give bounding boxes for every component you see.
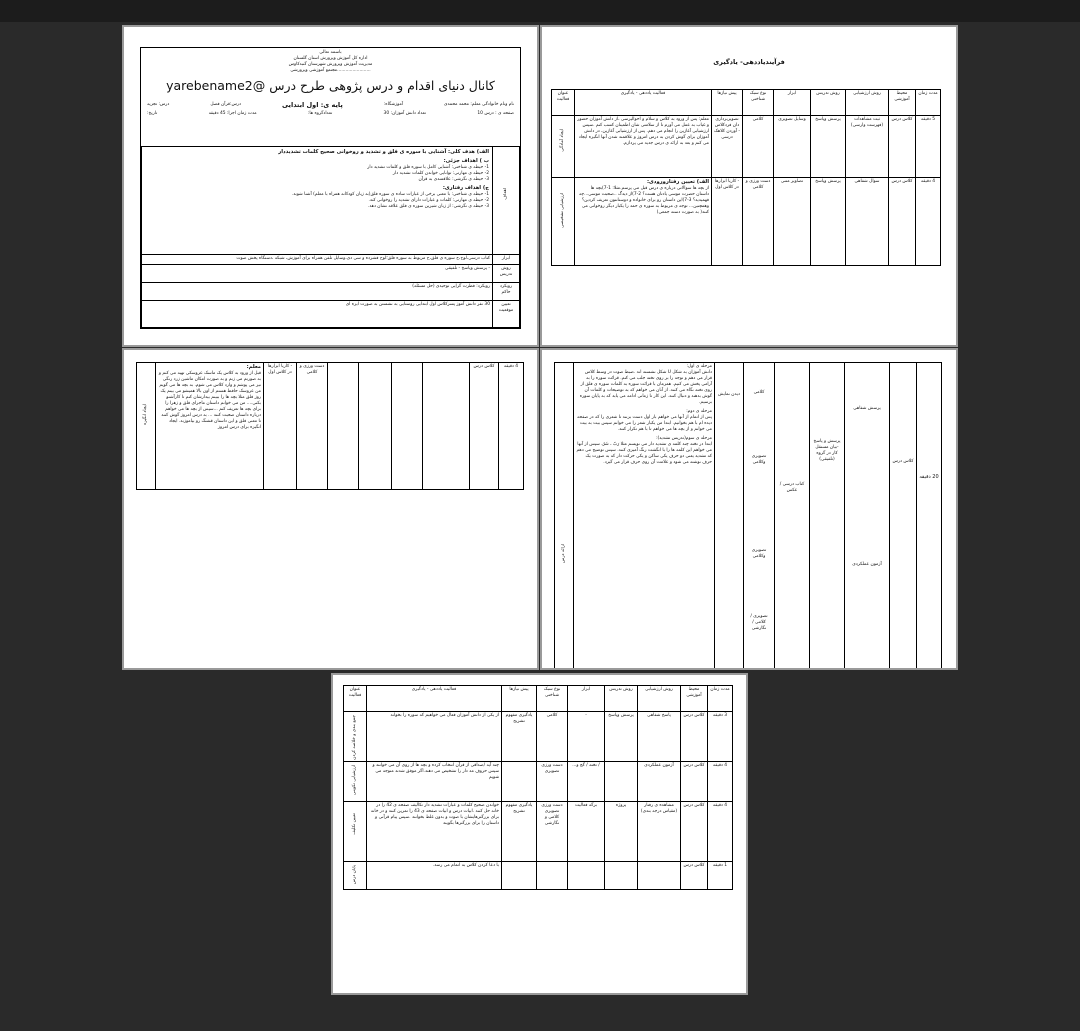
goal-behavior-title: ج) اهداف رفتاری: — [442, 185, 489, 191]
cell-time: 4 دقیقه — [916, 178, 941, 266]
cell-title: ایجاد انگیزه — [143, 404, 148, 425]
document-title: کانال دنیای اقدام و درس پژوهی طرح درس @yarebename2 — [166, 78, 495, 93]
cell-env: کلاس درس — [889, 178, 916, 266]
cell-tools: - — [568, 712, 605, 762]
status-label: تعیین موقعیت — [493, 301, 520, 328]
header-cell: ابزار — [774, 90, 811, 116]
cell-env: کلاس درس — [681, 761, 708, 801]
cell-eval: پرسش شفاهی — [853, 406, 881, 411]
viewer-top-bar — [0, 0, 1080, 22]
cell-title: پایان درس — [352, 864, 357, 884]
cell-time: 3 دقیقه — [708, 712, 733, 762]
cell-title: ایجاد آمادگی — [560, 129, 565, 152]
cell-style — [328, 363, 359, 490]
cell-activity: خواندن صحیح کلمات و عبارات تشدید دار تکالیف صفحه ی 42 را در خانه حل کنند .ابیات درس و ابیات صفحه ی 43 را تمرین کنند و در خانه برای بزرگترهایشان با صوت و بدون غلط بخوانند .سپس پیام قرآنی و داستان را برای بزرگترها بگویند — [367, 801, 502, 861]
document-page-3 — [122, 348, 539, 670]
cell-method: پرسش و پاسخ -بیان مستقل کار در گروه (تلفیقی) — [813, 439, 841, 462]
cell-tools: وسایل تصویری — [774, 116, 811, 178]
header-line: مدیریت آموزش وپرورش شهرستان گنبدکاوس — [288, 62, 373, 67]
cell-title: ارزشیابی تکوینی — [352, 764, 357, 795]
cell-title: جمع بندی و خلاصه کردن — [352, 715, 357, 760]
page-number: صفحه ی : درس 10 — [477, 111, 514, 116]
behavior-goal: 1- حیطه ی شناختی: با معنی برخی از عبارات ساده ی سوره فلق(به زبان کودکانه همراه با معلم) آشنا شوند. — [291, 192, 489, 197]
cell-tools: کتاب درسی / عکس — [779, 482, 805, 493]
header-line: مجتمع آموزشی وپرورشی........................ — [290, 68, 371, 73]
header-cell: محیط آموزشی — [681, 686, 708, 712]
cell-style: تصویری / کلامی / نگارشی — [750, 614, 768, 631]
header-cell: مدت زمان — [916, 90, 941, 116]
partial-goal: 3- حیطه ی نگرشی: علاقمندی به قرآن — [418, 177, 489, 182]
cell-prereq: یادگیری مفهوم تشریح — [502, 712, 537, 762]
teacher-name: نام ونام خانوادگی معلم: محمد محمدی — [444, 102, 514, 107]
cell-eval — [423, 363, 470, 490]
cell-method: پرسش وپاسخ — [605, 712, 638, 762]
grade: پایه ی: اول ابتدایی — [281, 101, 343, 109]
process-table-cont — [136, 362, 524, 490]
partial-goal: 1- حیطه ی شناختی: آشنایی کامل با سوره فلق و کلمات تشدید دار — [367, 165, 489, 170]
cell-style: کلامی — [537, 712, 568, 762]
cell-env: کلاس درس — [681, 801, 708, 861]
cell-style: دست ورزی تصویری — [537, 761, 568, 801]
header-cell: روش تدریس — [811, 90, 846, 116]
goal-partial-title: ب ) اهداف جزئی: — [443, 158, 489, 164]
header-cell: فعالیت یاددهی - یادگیری — [575, 90, 712, 116]
approach-text: رویکرد: فطرت گرایی توحیدی (حل مسئله) — [142, 283, 493, 301]
student-count: تعداد دانش آموزان: 30 — [383, 111, 427, 116]
header-cell: ابزار — [568, 686, 605, 712]
cell-prereq: - کاربا ابزارها در کلاس اول — [712, 178, 743, 266]
cell-method — [392, 363, 423, 490]
header-cell: عنوان فعالیت — [344, 686, 367, 712]
cell-style: کلامی — [743, 116, 774, 178]
cell-title: ارزشیابی تشخیصی — [560, 193, 565, 228]
cell-method: پرسش وپاسخ — [811, 178, 846, 266]
date: تاریخ: — [147, 111, 158, 116]
header-line: اداره کل آموزش وپرورش استان گلستان — [293, 56, 368, 61]
behavior-goal: 3- حیطه ی نگرشی: از زبان شیرین سوره ی فلق علاقه نشان دهد. — [367, 204, 489, 209]
cell-style: کلامی — [753, 390, 765, 395]
stage-title: مرحله ی دوم: — [686, 409, 712, 414]
cell-prereq: دیدن نمایش — [717, 392, 741, 397]
header-cell: روش ارزشیابی — [846, 90, 889, 116]
cell-style: دست ورزی و کلامی — [743, 178, 774, 266]
cell-eval: مشاهده ی رفتار (مقیاس درجه بندی) — [638, 801, 681, 861]
document-page-1 — [122, 25, 539, 347]
process-table-stages — [554, 362, 942, 670]
lesson: درس: تجزیه — [147, 102, 170, 107]
cell-env: کلاس درس — [892, 459, 914, 464]
cell-prereq — [502, 861, 537, 889]
cell-tools: / تخته / گچ و... — [568, 761, 605, 801]
document-page-2 — [540, 25, 958, 347]
cell-prereq: - کاربا ابزارها در کلاس اول — [264, 363, 297, 490]
teacher-label: معلم: — [246, 364, 261, 370]
cell-env: کلاس درس — [470, 363, 499, 490]
stage-text: ابتدا در تخته چند کلمه ی تشدید دار می نویسم مثلا رَبّ ، شَرّ، سپس از آنها می خواهم این کلمه ها را با انگشت رنگ آمیزی کنند. سپس توضیح می دهم که تشدید یعنی دو حرف یکی ساکن و یکی حرکت دار که به صورت یک حرف نوشته می شود و علامت آن روی حرف قرار می گیرد. — [576, 442, 712, 465]
stage-title: مرحله ی سوم(تدریس تشدید): — [656, 436, 712, 441]
cell-activity: از یکی از دانش آموزان فعال می خواهیم که سوره را بخواند — [367, 712, 502, 762]
cell-method: پروژه — [605, 801, 638, 861]
header-cell: نوع سبک شناختی — [537, 686, 568, 712]
status-text: 30 نفر دانش آموز پسرکلاس اول ابتدایی روستایی به نشستن به صورت ایزه ای — [142, 301, 493, 328]
cell-method: پرسش وپاسخ — [811, 116, 846, 178]
subject: درس:قرآن فصل — [210, 102, 241, 107]
cell-time: 20 دقیقه — [919, 474, 939, 480]
header-line: باسمه تعالی — [319, 50, 342, 55]
stage-title: مرحله ی اول: — [686, 364, 712, 369]
document-page-5 — [331, 673, 748, 995]
goal-main: الف) هدف کلی: آشنایی با سوره ی فلق و تشدید و روخوانی صحیح کلمات تشدیددار — [278, 149, 489, 155]
approach-label: رویکرد حاکم — [493, 283, 520, 301]
cell-activity: چند آیه /صداقی از قرآن انتخاب کرده و بچه ها از روی آن می خوانند و سپس حروف مد دار را تشخیص می دهند.اگر موفق شدند متوجه می شویم — [367, 761, 502, 801]
cell-time: 1 دقیقه — [708, 861, 733, 889]
cell-prereq — [502, 761, 537, 801]
header-cell: عنوان فعالیت — [552, 90, 575, 116]
cell-activity: با دعا کردن کلاس به اتمام می رسد. — [367, 861, 502, 889]
cell-env: کلاس درس — [889, 116, 916, 178]
cell-time: 4 دقیقه — [499, 363, 524, 490]
cell-method — [605, 861, 638, 889]
cell-activity: معلم: پس از ورود به کلاس و سلام و احوالپرسی ،از دانش آموزان حضور و غیاب به عمل می آورم تا از سلامتی شان اطمینان کسب کنم .سپس ارزشیابی آغازین را انجام می دهم. پس از ارزشیابی آغازین، در دانش آموزان برای گوش کردن به درس امروز و علاقمند شدن آنها انگیزه ایجاد می کنم و بعد به ارائه ی درس جدید می پردازم. — [575, 116, 712, 178]
stage-text: پس از اتمام از آنها می خواهم بار اول دست بزنند تا شعری را که در صفحه دیده ام با هم بخوانیم. ابتدا من یکبار شعر را می خوانم سپس بیت به بیت می خوانم و از بچه ها می خواهم تا با هم تکرار کنند. — [577, 415, 712, 432]
method-label: روش تدریس — [493, 265, 520, 283]
cell-style — [537, 861, 568, 889]
method-text: - پرسش وپاسخ - تلفیقی — [142, 265, 493, 283]
cell-eval: پاسخ شفاهی — [638, 712, 681, 762]
process-table — [551, 89, 941, 266]
duration: مدت زمان اجرا: 45 دقیقه — [208, 111, 257, 116]
cell-style: دست ورزی تصویری کلامی و نگارشی — [537, 801, 568, 861]
behavior-goal: 2- حیطه ی مهارتی: کلمات و عبارات دارای تشدید را روخوانی کند. — [368, 198, 489, 203]
cell-method — [605, 761, 638, 801]
cell-prereq: تصویربرداری دان فردکلاس - آوردن کلاهک درسی — [712, 116, 743, 178]
cell-eval: ثبت مشاهدات (فهرست وارسی) — [846, 116, 889, 178]
cell-prereq: یادگیری مفهوم تشریح — [502, 801, 537, 861]
cell-tools — [568, 861, 605, 889]
header-cell: فعالیت یاددهی - یادگیری — [367, 686, 502, 712]
header-cell: نوع سبک شناختی — [743, 90, 774, 116]
cell-env: کلاس درس — [681, 712, 708, 762]
document-page-4 — [540, 348, 958, 670]
cell-activity: از بچه ها سوالاتی درباره ی درس قبل می پرسم.مثلا: 1-7)بچه ها داستان حضرت موسی یادتان هست؟ 2-7)از دیدگ ..صحبت موسی...چه فهمیدید؟ 3-7)این داستان رو برای خانواده و دوستانتون تعریف کردین؟ وهمچنین... توجه ی مربوط به سوره ی حمد را یکبار دیگر روخوانی می کنند( به صورت دسته جمعی) — [579, 186, 709, 215]
plan-table — [141, 146, 520, 328]
header-cell: روش ارزشیابی — [638, 686, 681, 712]
final-table — [343, 685, 733, 890]
cell-eval: سوال شفاهی — [846, 178, 889, 266]
header-cell: روش تدریس — [605, 686, 638, 712]
cell-tools: برگه فعالیت — [568, 801, 605, 861]
tools-label: ابزار — [493, 255, 520, 265]
cell-eval — [638, 861, 681, 889]
cell-title: تعیین تکلیف — [352, 812, 357, 835]
tools-text: کتاب درسی،لوح،ح سوره ی فلق،ح مربوط به سوره فلق؛لوح فشرده و سی دی،وسایل تلفن همراه برای آموزش، شبکه ،دستگاه پخش صوت — [142, 255, 493, 265]
cell-title: ارائه درس — [561, 544, 566, 563]
stage-text: دانش آموزان به شکل U شکل نشسته اند .ضبط صوت در وسط کلاس قرار می دهم و توجه را بر روی تخته جلب می کنم. قرائت سوره را به آرامی پخش می کنیم. همزمان با قرائت سوره به کلمات سوره ی فلق از روی تخته نگاه می کنند. از آنان می خواهم که به توضیحات و کلمات آن گوش بدهند و دنبال کنند. این کار تا زمانی ادامه می یابد که به پایان سوره برسیم. — [579, 370, 712, 405]
cell-activity-title: الف) تعیین رفتارورودی: — [646, 179, 709, 185]
cell-style: تصویری وکلامی — [751, 548, 767, 559]
cell-time: 5 دقیقه — [916, 116, 941, 178]
header-cell: پیش نیازها — [502, 686, 537, 712]
group-count: تعدادگروه ها: — [307, 111, 333, 116]
partial-goal: 2- حیطه ی مهارتی: توانایی خواندن کلمات تشدید دار — [392, 171, 489, 176]
cell-time: 4 دقیقه — [708, 761, 733, 801]
cell-eval: آزمون عملکردی — [852, 562, 882, 567]
header-cell: محیط آموزشی — [889, 90, 916, 116]
cell-time: 4 دقیقه — [708, 801, 733, 861]
cell-style: تصویری وکلامی — [751, 454, 767, 465]
school: آموزشگاه: — [383, 102, 404, 107]
cell-tools — [359, 363, 392, 490]
header-cell: مدت زمان — [708, 686, 733, 712]
goals-label: اهداف — [503, 188, 508, 200]
cell-style-2: دست ورزی و کلامی — [297, 363, 328, 490]
cell-eval: آزمون عملکردی — [638, 761, 681, 801]
cell-env: کلاس درس — [681, 861, 708, 889]
cell-activity: قبل از ورود به کلاس یک ماسک عروسکی تهیه می کنم و به صورتم می زنم و به صورت امکان ماشین زرد رنگی نیز می پوشم و وارد کلاس می شوم. به بچه ها می گویم من عروسک حافظ هستم از اون بالا همیشو می بینم یک روز فلق مثلا بچه ها را ببینم بیدارشان کنم تا کارآشنو بکنی.... من می خوانم داستان ماجرای فلق و زهرا را برای بچه ها تعریف کنم ...سپس از بچه ها می خواهم درباره داستان صحبت کنند ... به درس امروز گوش کنند تا معنی فلق و این داستان قشنگ رو بیاموزند. ایجاد انگیزه برای درس امروز — [158, 371, 261, 430]
cell-tools: تصاویر متنی — [774, 178, 811, 266]
header-cell: پیش نیازها — [712, 90, 743, 116]
process-heading: فرآیندیاددهی- یادگیری — [713, 58, 785, 66]
